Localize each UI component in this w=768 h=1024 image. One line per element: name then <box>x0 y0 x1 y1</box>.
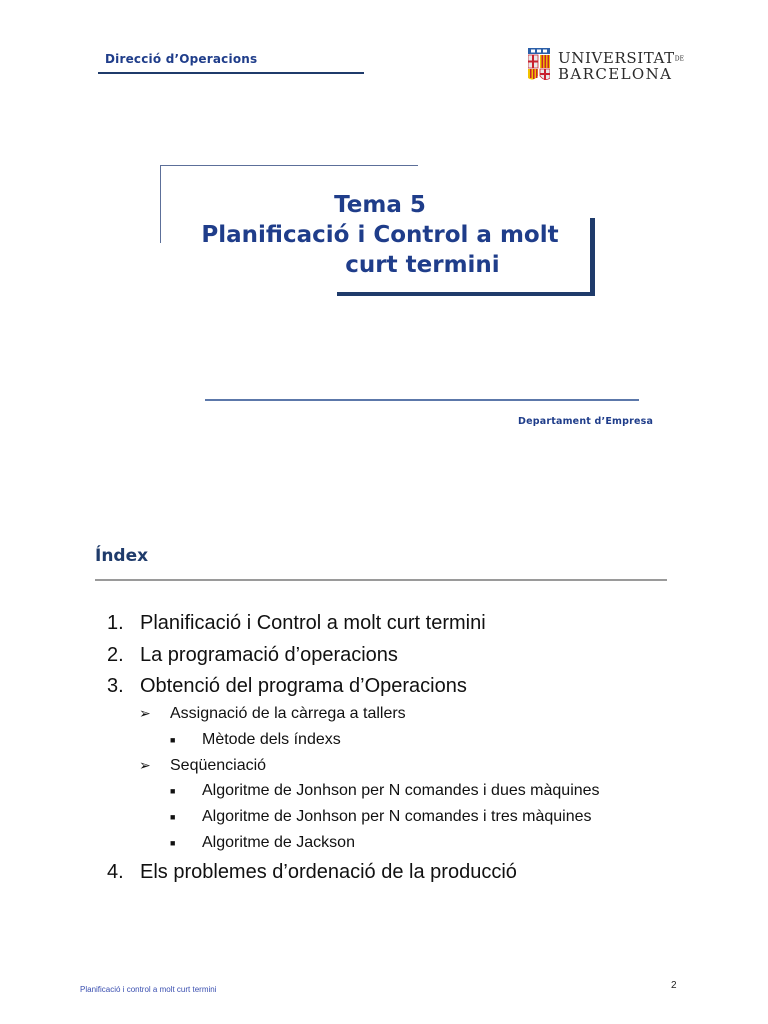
title-frame-right <box>590 218 595 296</box>
square-bullet-icon: ■ <box>170 785 176 796</box>
title-line-1: Tema 5 <box>334 192 426 218</box>
square-bullet-icon: ■ <box>170 734 176 745</box>
page-number: 2 <box>671 980 677 991</box>
department-name: Departament d’Empresa <box>518 416 654 427</box>
logo-text-universitat: UNIVERSITATDE <box>558 49 684 67</box>
arrow-bullet-icon: ➢ <box>139 757 151 773</box>
index-subsubitem-jackson: ■ Algoritme de Jackson <box>170 834 355 851</box>
title-frame-top <box>160 165 418 166</box>
index-item-2: 2. La programació d’operacions <box>107 644 398 666</box>
title-underline <box>205 399 639 401</box>
index-item-3: 3. Obtenció del programa d’Operacions <box>107 675 467 697</box>
title-line-3: curt termini <box>345 252 500 278</box>
header-divider <box>98 72 364 74</box>
index-subitem-assignacio: ➢ Assignació de la càrrega a tallers <box>139 705 406 722</box>
title-frame-left <box>160 165 161 243</box>
course-title: Direcció d’Operacions <box>105 52 258 66</box>
index-item-4: 4. Els problemes d’ordenació de la producció <box>107 861 517 883</box>
slide-title <box>170 190 590 280</box>
title-line-2: Planificació i Control a molt <box>201 222 559 248</box>
university-shield-icon <box>528 48 550 82</box>
index-subsubitem-johnson-3: ■ Algoritme de Jonhson per N comandes i tres màquines <box>170 808 592 825</box>
square-bullet-icon: ■ <box>170 837 176 848</box>
index-divider <box>95 579 667 581</box>
university-logo <box>528 48 684 84</box>
arrow-bullet-icon: ➢ <box>139 705 151 721</box>
title-frame-bottom <box>337 292 595 296</box>
square-bullet-icon: ■ <box>170 811 176 822</box>
footer-text: Planificació i control a molt curt termini <box>80 985 217 994</box>
logo-text-barcelona: BARCELONA <box>558 65 673 83</box>
index-item-1: 1. Planificació i Control a molt curt termini <box>107 612 486 634</box>
index-subsubitem-metode: ■ Mètode dels índexs <box>170 731 341 748</box>
index-subsubitem-johnson-2: ■ Algoritme de Jonhson per N comandes i dues màquines <box>170 782 600 799</box>
index-heading: Índex <box>95 546 149 566</box>
index-subitem-sequenciacio: ➢ Seqüenciació <box>139 757 267 774</box>
